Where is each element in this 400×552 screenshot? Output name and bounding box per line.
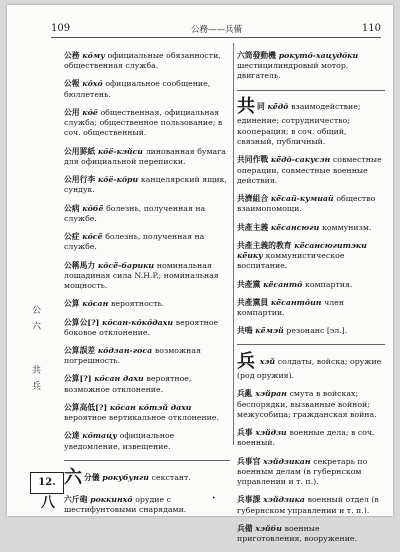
entry-headword: 公用罫紙 xyxy=(64,146,96,156)
entry-headword: 公病 xyxy=(64,203,80,213)
entry-reading: ко̄ё xyxy=(79,107,101,117)
dictionary-entry xyxy=(237,389,385,420)
dictionary-entry xyxy=(237,51,385,82)
dictionary-entry xyxy=(237,353,385,381)
entry-reading: хэйдзи xyxy=(252,428,290,438)
left-column xyxy=(64,43,230,523)
entry-gloss: военные приготовления, вооружение. xyxy=(237,523,358,544)
dictionary-entry xyxy=(64,232,230,253)
entry-headword: 兵事課 xyxy=(237,495,261,505)
page-range: 公務——兵備 xyxy=(191,25,243,35)
entry-gloss: член компартии. xyxy=(237,297,345,318)
tab-number: 12. xyxy=(38,477,56,488)
entry-headword: 公算公[?] xyxy=(64,317,100,327)
entry-gloss: коммунистическое воспитание. xyxy=(237,251,345,271)
entry-headword: 六斤砲 xyxy=(64,494,88,504)
entry-headword: 公用行李 xyxy=(64,175,96,185)
entry-headword: 共產主義的教育 xyxy=(237,240,292,250)
dictionary-entry xyxy=(64,318,230,339)
dictionary-entry xyxy=(237,326,385,336)
entry-headword: 共產黨 xyxy=(237,279,261,289)
entry-gloss: общественная, официальная служба; общественное пользование; в соч. общественный. xyxy=(64,107,223,138)
entry-gloss: военный отдел (в губернском управлении и т. п.). xyxy=(237,495,379,515)
right-column xyxy=(237,43,385,552)
entry-headword: 公算高低[?] xyxy=(64,402,108,412)
entry-headword: 公算 xyxy=(64,299,80,309)
entry-gloss: официальные обязанности, общественная служба. xyxy=(64,50,221,71)
entry-reading: хэйдзика xyxy=(260,495,308,505)
entry-gloss: болезнь, полученная на службе. xyxy=(64,203,206,223)
entry-gloss: военные дела; в соч. военный. xyxy=(237,428,375,448)
entry-headword: 公稱馬力 xyxy=(64,260,96,270)
dictionary-entry xyxy=(64,261,230,292)
entry-gloss: компартия. xyxy=(305,279,353,289)
page-header xyxy=(51,21,381,38)
entry-gloss: шестицилиндровый мотор, двигатель. xyxy=(237,61,349,81)
entry-gloss: коммунизм. xyxy=(321,222,372,232)
entry-reading: ко̄сан-ко̄ко̄дахи xyxy=(99,317,176,327)
dictionary-entry xyxy=(237,155,385,186)
margin-note-2: 共 兵 xyxy=(30,365,40,392)
dictionary-entry xyxy=(64,204,230,225)
entry-reading: кё̄санто̄ин xyxy=(268,297,325,307)
entry-gloss: взаимодействие; единение; сотрудничество; кооперация; в соч. общий, связный, публичный. xyxy=(237,102,361,147)
dictionary-entry xyxy=(64,495,230,516)
dictionary-entry xyxy=(237,194,385,215)
entry-reading: хэйби xyxy=(252,523,285,533)
section-kanji: 六 xyxy=(64,466,82,488)
entry-reading: ко̄тацу xyxy=(79,431,120,441)
dictionary-entry xyxy=(237,457,385,488)
dictionary-entry xyxy=(64,466,230,488)
section-rule xyxy=(237,90,385,91)
entry-headword: 共濟組合 xyxy=(237,194,269,204)
entry-reading: ко̄сан xyxy=(79,299,111,309)
entry-reading: ко̄хо̄ xyxy=(79,79,106,89)
entry-reading: ко̄сан ко̄тэй дахи xyxy=(107,402,192,412)
entry-headword: 兵事官 xyxy=(237,456,261,466)
entry-reading: кё̄саü-кумиаü xyxy=(268,194,337,204)
entry-headword: 共產黨員 xyxy=(237,297,269,307)
entry-headword: 兵備 xyxy=(237,523,253,533)
dictionary-entry xyxy=(237,280,385,290)
entry-gloss: канцелярский ящик, сундук. xyxy=(64,175,227,195)
section-kanji: 共 xyxy=(237,96,255,118)
dictionary-entry xyxy=(64,51,230,72)
dictionary-entry xyxy=(237,495,385,516)
dictionary-entry xyxy=(237,428,385,449)
entry-gloss: болезнь, полученная на службе. xyxy=(64,232,205,252)
entry-headword: 公務 xyxy=(64,50,80,60)
entry-gloss: общество взаимопомощи. xyxy=(237,194,376,214)
entry-gloss: орудие с шестифунтовыми снарядами. xyxy=(64,494,187,514)
dictionary-page xyxy=(7,5,393,544)
entry-reading: ко̄му xyxy=(79,50,108,60)
dictionary-entry xyxy=(64,403,230,424)
entry-gloss: номинальная лошадиная сила N.H.P.; номинальная мощность. xyxy=(64,260,219,291)
dictionary-entry xyxy=(64,175,230,196)
dictionary-entry xyxy=(64,79,230,100)
dictionary-entry xyxy=(237,223,385,233)
entry-headword: 公達 xyxy=(64,431,80,441)
entry-headword: 兵事 xyxy=(237,428,253,438)
entry-headword: 公算誤差 xyxy=(64,345,96,355)
entry-headword: 分儀 xyxy=(84,472,100,482)
entry-gloss: вероятность. xyxy=(110,299,165,309)
entry-reading: кё̄дō xyxy=(264,102,292,112)
column-divider xyxy=(233,43,234,445)
entry-reading: хэйдзикан xyxy=(260,456,314,466)
entry-gloss: солдаты, войска; оружие (род оружия). xyxy=(237,357,382,381)
dictionary-entry xyxy=(64,374,230,395)
section-rule xyxy=(237,344,385,345)
entry-reading: кё̄сансюги xyxy=(268,222,322,232)
entry-reading: кё̄сансюгитэки кё̄ику xyxy=(237,240,367,261)
entry-reading: рокубунги xyxy=(99,472,152,482)
entry-gloss: официальное уведомление, извещение. xyxy=(64,431,175,451)
dictionary-entry xyxy=(237,98,385,147)
page-mark: • xyxy=(212,495,216,502)
entry-gloss: секстант. xyxy=(151,472,191,482)
entry-reading: ко̄сё̄-барики xyxy=(95,260,157,270)
entry-headword: 兵亂 xyxy=(237,389,253,399)
entry-reading: хэйран xyxy=(252,389,290,399)
dictionary-entry xyxy=(64,431,230,452)
entry-headword: 共同作戰 xyxy=(237,155,269,165)
tab-kanji: 八 xyxy=(41,495,55,511)
entry-reading: кё̄санто̄ xyxy=(260,279,305,289)
entry-gloss: официальное сообщение, бюллетень. xyxy=(64,79,211,99)
entry-gloss: совместные операции, совместные военные действия. xyxy=(237,155,382,185)
entry-reading: ко̄ё-кэйси xyxy=(95,146,146,156)
entry-gloss: вероятное, возможное отклонение. xyxy=(64,374,192,394)
dictionary-entry xyxy=(237,241,385,272)
entry-headword: 共鳴 xyxy=(237,326,253,336)
entry-reading: кё̄дō-сакусэн xyxy=(268,155,333,165)
entry-headword: 公用 xyxy=(64,107,80,117)
dictionary-entry xyxy=(64,346,230,367)
page-number-left: 109 xyxy=(51,23,71,34)
entry-headword: 同 xyxy=(257,102,265,112)
section-kanji: 兵 xyxy=(237,351,255,373)
entry-reading: хэй xyxy=(257,357,278,367)
entry-reading: ко̄ё-ко̄ри xyxy=(95,175,141,185)
entry-gloss: вероятное вертикальное отклонение. xyxy=(64,413,219,423)
entry-reading: кё̄мэй xyxy=(252,326,287,336)
dictionary-entry xyxy=(237,524,385,545)
entry-gloss: вероятное боковое отклонение. xyxy=(64,317,219,337)
margin-note-1: 公 六 xyxy=(30,305,40,332)
entry-gloss: линованная бумага для официальной переписки. xyxy=(64,146,226,166)
entry-headword: 六筒發動機 xyxy=(237,50,276,60)
entry-headword: 公症 xyxy=(64,232,80,242)
page-number-right: 110 xyxy=(361,23,381,34)
entry-headword: 公算[?] xyxy=(64,374,92,384)
entry-gloss: возможная погрешность. xyxy=(64,345,201,366)
entry-headword: 共產主義 xyxy=(237,222,269,232)
dictionary-entry xyxy=(64,299,230,309)
entry-reading: ко̄бё̄ xyxy=(79,203,107,213)
entry-gloss: смута в войсках; беспорядки, вызванные войной; межусобица; гражданская война. xyxy=(237,389,377,419)
entry-reading: роккинхо̄ xyxy=(87,494,136,504)
section-rule xyxy=(64,460,230,461)
entry-reading: ко̄сан дахи xyxy=(91,374,147,384)
dictionary-entry xyxy=(64,147,230,168)
entry-reading: рокуто̄-хацудо̄ки xyxy=(275,50,359,60)
entry-headword: 公報 xyxy=(64,79,80,89)
section-tab xyxy=(30,472,64,511)
entry-reading: ко̄сё̄ xyxy=(79,232,106,242)
entry-reading: ко̄дзан-госа xyxy=(95,345,155,355)
dictionary-entry xyxy=(237,298,385,319)
entry-gloss: резонанс [эл.]. xyxy=(286,326,348,336)
entry-gloss: секретарь по военным делам (в губернском управлении и т. п.). xyxy=(237,456,368,487)
dictionary-entry xyxy=(64,108,230,139)
